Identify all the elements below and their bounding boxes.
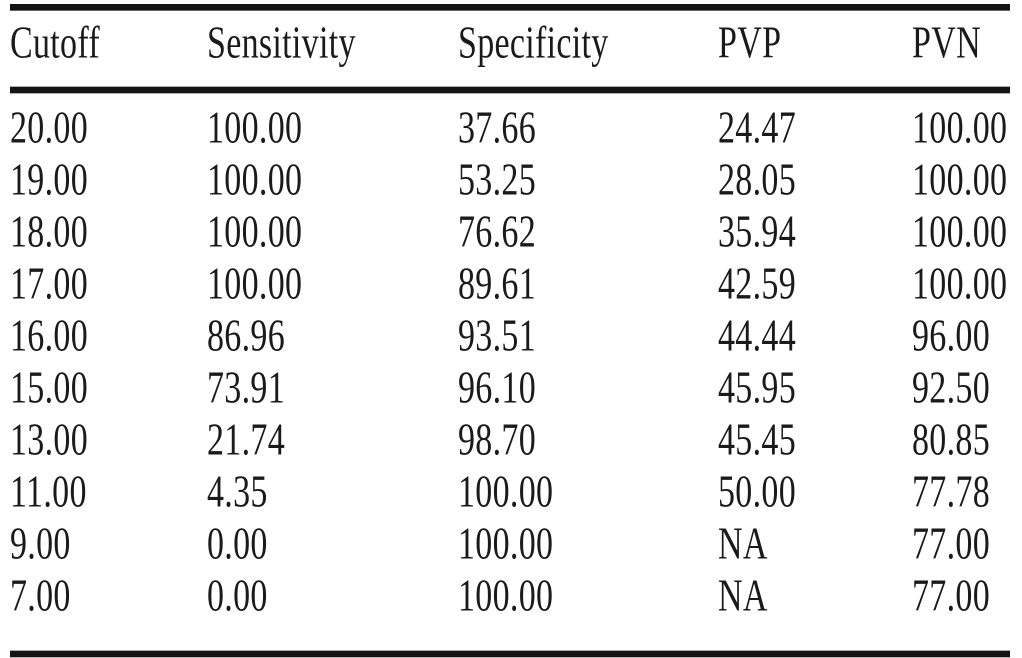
table-cell: 80.85	[912, 415, 990, 466]
table-cell: 19.00	[10, 155, 88, 206]
table-cell: 77.78	[912, 467, 990, 518]
table-row	[10, 311, 1010, 363]
column-header-sensitivity: Sensitivity	[207, 7, 458, 90]
table-cell: NA	[718, 571, 768, 622]
table-cell: 16.00	[10, 311, 88, 362]
table-row	[10, 467, 1010, 519]
table-row	[10, 155, 1010, 207]
table-cell: 35.94	[718, 207, 796, 258]
table-cell: 100.00	[458, 571, 554, 622]
table-cell: 13.00	[10, 415, 88, 466]
table-container	[10, 4, 1010, 657]
table-cell: 28.05	[718, 155, 796, 206]
table-cell: 100.00	[207, 103, 303, 154]
table-row	[10, 363, 1010, 415]
table-header-row	[10, 7, 1010, 90]
table-cell: 0.00	[207, 571, 268, 622]
table-row	[10, 259, 1010, 311]
table-cell: NA	[718, 519, 768, 570]
table-cell: 4.35	[207, 467, 268, 518]
table-cell: 11.00	[10, 467, 87, 518]
table-cell: 45.95	[718, 363, 796, 414]
cutoff-metrics-table	[10, 4, 1010, 657]
table-row	[10, 207, 1010, 259]
table-cell: 100.00	[912, 103, 1008, 154]
table-cell: 37.66	[458, 103, 536, 154]
table-cell: 89.61	[458, 259, 536, 310]
table-cell: 100.00	[207, 259, 303, 310]
table-cell: 100.00	[912, 155, 1008, 206]
table-cell: 20.00	[10, 103, 88, 154]
table-cell: 53.25	[458, 155, 536, 206]
table-cell: 93.51	[458, 311, 536, 362]
table-cell: 44.44	[718, 311, 796, 362]
table-cell: 42.59	[718, 259, 796, 310]
column-header-cutoff: Cutoff	[10, 7, 207, 90]
table-cell: 17.00	[10, 259, 88, 310]
table-cell: 100.00	[207, 155, 303, 206]
table-row	[10, 90, 1010, 155]
table-cell: 50.00	[718, 467, 796, 518]
table-cell: 92.50	[912, 363, 990, 414]
column-header-specificity: Specificity	[458, 7, 718, 90]
table-cell: 7.00	[10, 571, 71, 622]
table-cell: 86.96	[207, 311, 285, 362]
table-cell: 100.00	[912, 207, 1008, 258]
table-cell: 76.62	[458, 207, 536, 258]
table-row	[10, 571, 1010, 654]
table-cell: 96.10	[458, 363, 536, 414]
table-cell: 15.00	[10, 363, 88, 414]
table-cell: 100.00	[458, 519, 554, 570]
table-row	[10, 415, 1010, 467]
table-cell: 100.00	[912, 259, 1008, 310]
table-cell: 96.00	[912, 311, 990, 362]
table-cell: 77.00	[912, 519, 990, 570]
table-body	[10, 90, 1010, 654]
table-cell: 18.00	[10, 207, 88, 258]
table-cell: 100.00	[207, 207, 303, 258]
table-cell: 24.47	[718, 103, 796, 154]
table-cell: 45.45	[718, 415, 796, 466]
column-header-pvp: PVP	[718, 7, 912, 90]
table-cell: 100.00	[458, 467, 554, 518]
table-cell: 73.91	[207, 363, 285, 414]
table-cell: 0.00	[207, 519, 268, 570]
table-header	[10, 7, 1010, 90]
table-row	[10, 519, 1010, 571]
table-cell: 21.74	[207, 415, 285, 466]
table-cell: 77.00	[912, 571, 990, 622]
table-cell: 98.70	[458, 415, 536, 466]
column-header-pvn: PVN	[912, 7, 1010, 90]
table-cell: 9.00	[10, 519, 71, 570]
